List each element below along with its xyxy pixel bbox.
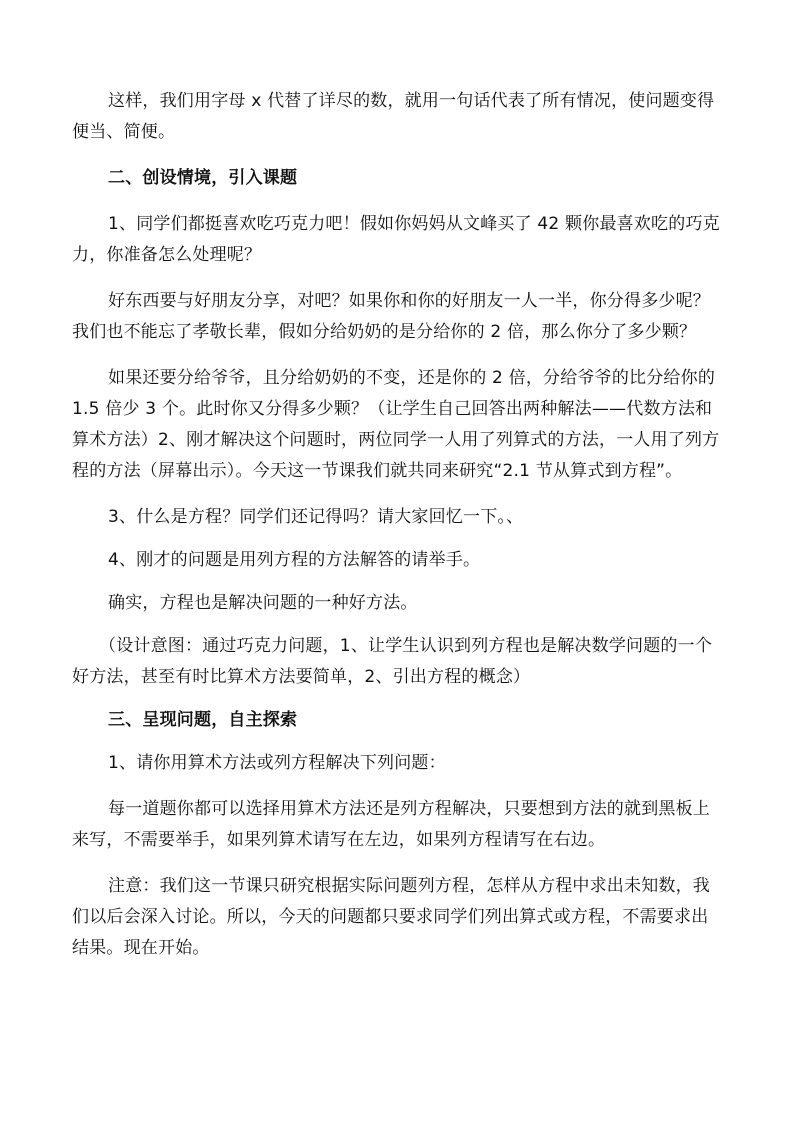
section-heading-3: 三、呈现问题，自主探索 [108,710,298,730]
paragraph-task-1: 1、请你用算术方法或列方程解决下列问题： [108,753,446,773]
paragraph-design-intent: （设计意图：通过巧克力问题，1、让学生认识到列方程也是解决数学问题的一个好方法，甚至有时比算术方法要简单，2、引出方程的概念） [72,636,713,687]
paragraph-what-is-equation: 3、什么是方程？同学们还记得吗？请大家回忆一下。、 [108,507,524,527]
paragraph-note: 注意：我们这一节课只研究根据实际问题列方程，怎样从方程中求出未知数，我们以后会深入讨论。所以，今天的问题都只要求同学们列出算式或方程，不需要求出结果。现在开始。 [72,876,710,958]
paragraph-sharing: 好东西要与好朋友分享，对吧？如果你和你的好朋友一人一半，你分得多少呢？我们也不能忘了孝敬长辈，假如分给奶奶的是分给你的 2 倍，那么你分了多少颗？ [72,291,710,342]
paragraph-grandpa: 如果还要分给爷爷，且分给奶奶的不变，还是你的 2 倍，分给爷爷的比分给你的 1.5 倍少 3 个。此时你又分得多少颗？（让学生自己回答出两种解法——代数方法和算术方法）2、刚才解决这个问题时，两位同学一人用了列算式的方法，一人用了列方程的方法（屏幕出示）。今天这一节课我们就共同来研究“2.1 节从算式到方程”。 [72,368,720,481]
section-heading-2: 二、创设情境，引入课题 [108,168,298,188]
paragraph-good-method: 确实，方程也是解决问题的一种好方法。 [108,593,418,613]
document-body [72,86,724,964]
paragraph-chocolate-question: 1、同学们都挺喜欢吃巧克力吧！假如你妈妈从文峰买了 42 颗你最喜欢吃的巧克力，你准备怎么处理呢？ [72,214,720,265]
paragraph-intro-summary: 这样，我们用字母 x 代替了详尽的数，就用一句话代表了所有情况，使问题变得便当、简便。 [72,91,715,142]
paragraph-task-instructions: 每一道题你都可以选择用算术方法还是列方程解决，只要想到方法的就到黑板上来写，不需要举手，如果列算术请写在左边，如果列方程请写在右边。 [72,799,710,850]
paragraph-raise-hand: 4、刚才的问题是用列方程的方法解答的请举手。 [108,550,481,570]
